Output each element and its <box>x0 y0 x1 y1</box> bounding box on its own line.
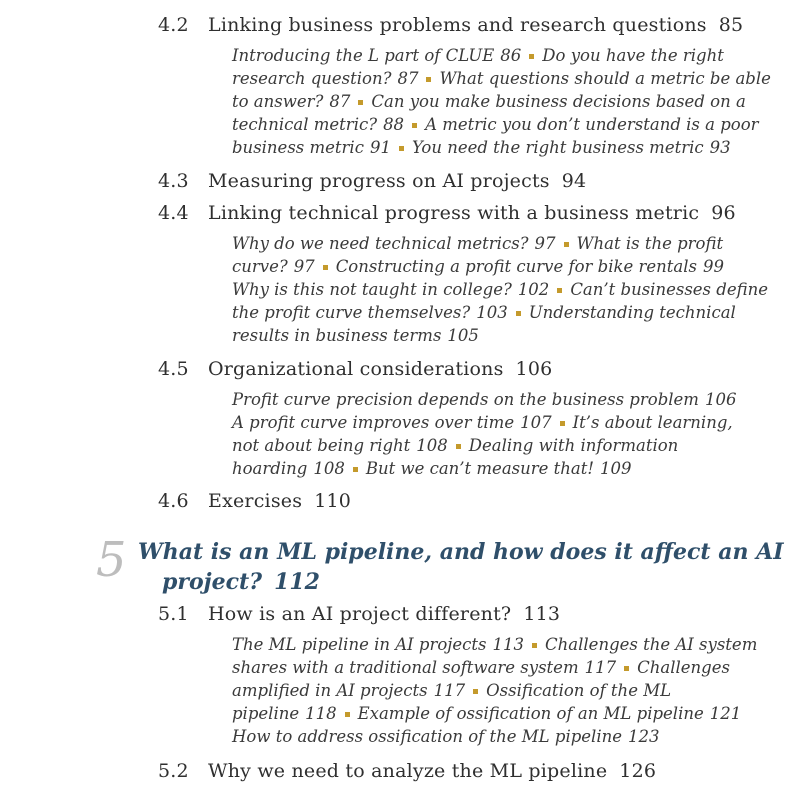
subsection-page: 117 <box>433 681 466 700</box>
bullet-separator <box>532 643 537 648</box>
subsection-page: 117 <box>584 658 617 677</box>
subsection-title: How to address ossification of the ML pipeline <box>232 727 622 746</box>
subsection-page: 118 <box>305 704 337 723</box>
toc-section-4-6 <box>158 490 351 512</box>
subsection-title: You need the right business metric <box>411 138 704 157</box>
subsection-page: 93 <box>709 138 731 157</box>
section-title: Linking business problems and research questions <box>208 14 707 36</box>
subsection-page: 97 <box>534 234 556 253</box>
bullet-separator <box>399 146 404 151</box>
chapter-title-line1: What is an ML pipeline, and how does it affect an AI <box>138 539 784 565</box>
subsection-title: Understanding technical <box>528 303 736 322</box>
subsection-list <box>232 633 757 748</box>
bullet-separator <box>456 444 461 449</box>
section-page: 126 <box>619 760 657 782</box>
subsection-title: Constructing a profit curve for bike rentals <box>335 257 698 276</box>
subsection-title: amplified in AI projects <box>232 681 428 700</box>
subsection-title: results in business terms <box>232 326 442 345</box>
subsection-page: 108 <box>416 436 448 455</box>
subsection-title: A metric you don’t understand is a poor <box>425 115 759 134</box>
bullet-separator <box>529 54 534 59</box>
subsection-line <box>232 457 736 480</box>
subsection-title: hoarding <box>232 459 308 478</box>
section-title: Exercises <box>208 490 303 512</box>
subsection-page: 107 <box>520 413 552 432</box>
subsection-title: Profit curve precision depends on the business problem <box>232 390 699 409</box>
section-page: 106 <box>515 358 553 380</box>
subsection-line <box>232 113 771 136</box>
subsection-title: Example of ossification of an ML pipeline <box>357 704 704 723</box>
section-title: Measuring progress on AI projects <box>208 170 550 192</box>
bullet-separator <box>353 467 358 472</box>
subsection-title: Dealing with information <box>468 436 679 455</box>
bullet-separator <box>560 421 565 426</box>
subsection-list <box>232 232 768 347</box>
subsection-title: A profit curve improves over time <box>232 413 515 432</box>
bullet-separator <box>412 123 417 128</box>
section-number: 4.3 <box>158 170 189 192</box>
section-title: Why we need to analyze the ML pipeline <box>208 760 608 782</box>
subsection-title: to answer? <box>232 92 324 111</box>
chapter-title-line2 <box>138 567 784 597</box>
subsection-line <box>232 90 771 113</box>
bullet-separator <box>516 311 521 316</box>
subsection-line <box>232 255 768 278</box>
section-number: 4.5 <box>158 358 189 380</box>
subsection-line <box>232 232 768 255</box>
subsection-page: 105 <box>447 326 479 345</box>
chapter-title <box>138 537 784 597</box>
subsection-line <box>232 434 736 457</box>
section-title: How is an AI project different? <box>208 603 512 625</box>
subsection-page: 86 <box>500 46 522 65</box>
bullet-separator <box>345 712 350 717</box>
subsection-title: Challenges the AI system <box>545 635 758 654</box>
section-number: 4.2 <box>158 14 189 36</box>
subsection-line <box>232 278 768 301</box>
subsection-title: business metric <box>232 138 364 157</box>
toc-section-5-1 <box>158 603 560 625</box>
bullet-separator <box>358 100 363 105</box>
subsection-page: 99 <box>703 257 725 276</box>
subsection-line <box>232 44 771 67</box>
subsection-title: Why do we need technical metrics? <box>232 234 529 253</box>
bullet-separator <box>426 77 431 82</box>
section-title: Linking technical progress with a business metric <box>208 202 700 224</box>
section-page: 94 <box>561 170 587 192</box>
subsection-title: What is the profit <box>576 234 724 253</box>
subsection-line <box>232 633 757 656</box>
section-page: 85 <box>718 14 744 36</box>
bullet-separator <box>624 666 629 671</box>
subsection-line <box>232 301 768 324</box>
subsection-line <box>232 67 771 90</box>
bullet-separator <box>473 689 478 694</box>
subsection-title: It’s about learning, <box>572 413 733 432</box>
subsection-page: 87 <box>397 69 419 88</box>
subsection-page: 113 <box>492 635 525 654</box>
subsection-page: 121 <box>709 704 742 723</box>
toc-section-4-4 <box>158 202 736 224</box>
subsection-title: technical metric? <box>232 115 378 134</box>
toc-section-4-2 <box>158 14 743 36</box>
subsection-title: Why is this not taught in college? <box>232 280 512 299</box>
subsection-title: pipeline <box>232 704 300 723</box>
subsection-title: The ML pipeline in AI projects <box>232 635 487 654</box>
subsection-line <box>232 388 736 411</box>
subsection-page: 91 <box>369 138 391 157</box>
chapter-number: 5 <box>96 532 127 588</box>
subsection-line <box>232 679 757 702</box>
bullet-separator <box>557 288 562 293</box>
subsection-title: But we can’t measure that! <box>365 459 595 478</box>
subsection-line <box>232 324 768 347</box>
subsection-title: Do you have the right <box>542 46 724 65</box>
subsection-title: Ossification of the ML <box>486 681 672 700</box>
subsection-title: not about being right <box>232 436 411 455</box>
subsection-title: the profit curve themselves? <box>232 303 471 322</box>
subsection-page: 87 <box>329 92 351 111</box>
subsection-line <box>232 702 757 725</box>
subsection-title: Challenges <box>637 658 730 677</box>
toc-section-4-3 <box>158 170 586 192</box>
section-number: 4.6 <box>158 490 189 512</box>
section-page: 96 <box>711 202 736 224</box>
subsection-page: 109 <box>600 459 632 478</box>
subsection-title: curve? <box>232 257 288 276</box>
toc-section-5-2 <box>158 760 656 782</box>
subsection-page: 108 <box>313 459 345 478</box>
subsection-title: Introducing the L part of CLUE <box>232 46 495 65</box>
toc-section-4-5 <box>158 358 552 380</box>
subsection-title: research question? <box>232 69 392 88</box>
subsection-page: 123 <box>628 727 660 746</box>
subsection-title: Can’t businesses define <box>570 280 768 299</box>
subsection-page: 88 <box>383 115 405 134</box>
subsection-list <box>232 44 771 159</box>
chapter-page: 112 <box>274 569 320 595</box>
subsection-title: Can you make business decisions based on a <box>371 92 746 111</box>
bullet-separator <box>564 242 569 247</box>
section-page: 113 <box>523 603 561 625</box>
chapter-title-line2-text: project? <box>162 569 263 595</box>
subsection-line <box>232 725 757 748</box>
subsection-line <box>232 411 736 434</box>
section-number: 4.4 <box>158 202 189 224</box>
subsection-line <box>232 656 757 679</box>
section-page: 110 <box>314 490 352 512</box>
subsection-title: What questions should a metric be able <box>439 69 771 88</box>
bullet-separator <box>323 265 328 270</box>
subsection-page: 106 <box>704 390 737 409</box>
subsection-title: shares with a traditional software system <box>232 658 579 677</box>
subsection-page: 97 <box>293 257 315 276</box>
section-number: 5.2 <box>158 760 189 782</box>
subsection-line <box>232 136 771 159</box>
subsection-list <box>232 388 736 480</box>
section-title: Organizational considerations <box>208 358 504 380</box>
subsection-page: 102 <box>517 280 550 299</box>
section-number: 5.1 <box>158 603 189 625</box>
subsection-page: 103 <box>476 303 508 322</box>
